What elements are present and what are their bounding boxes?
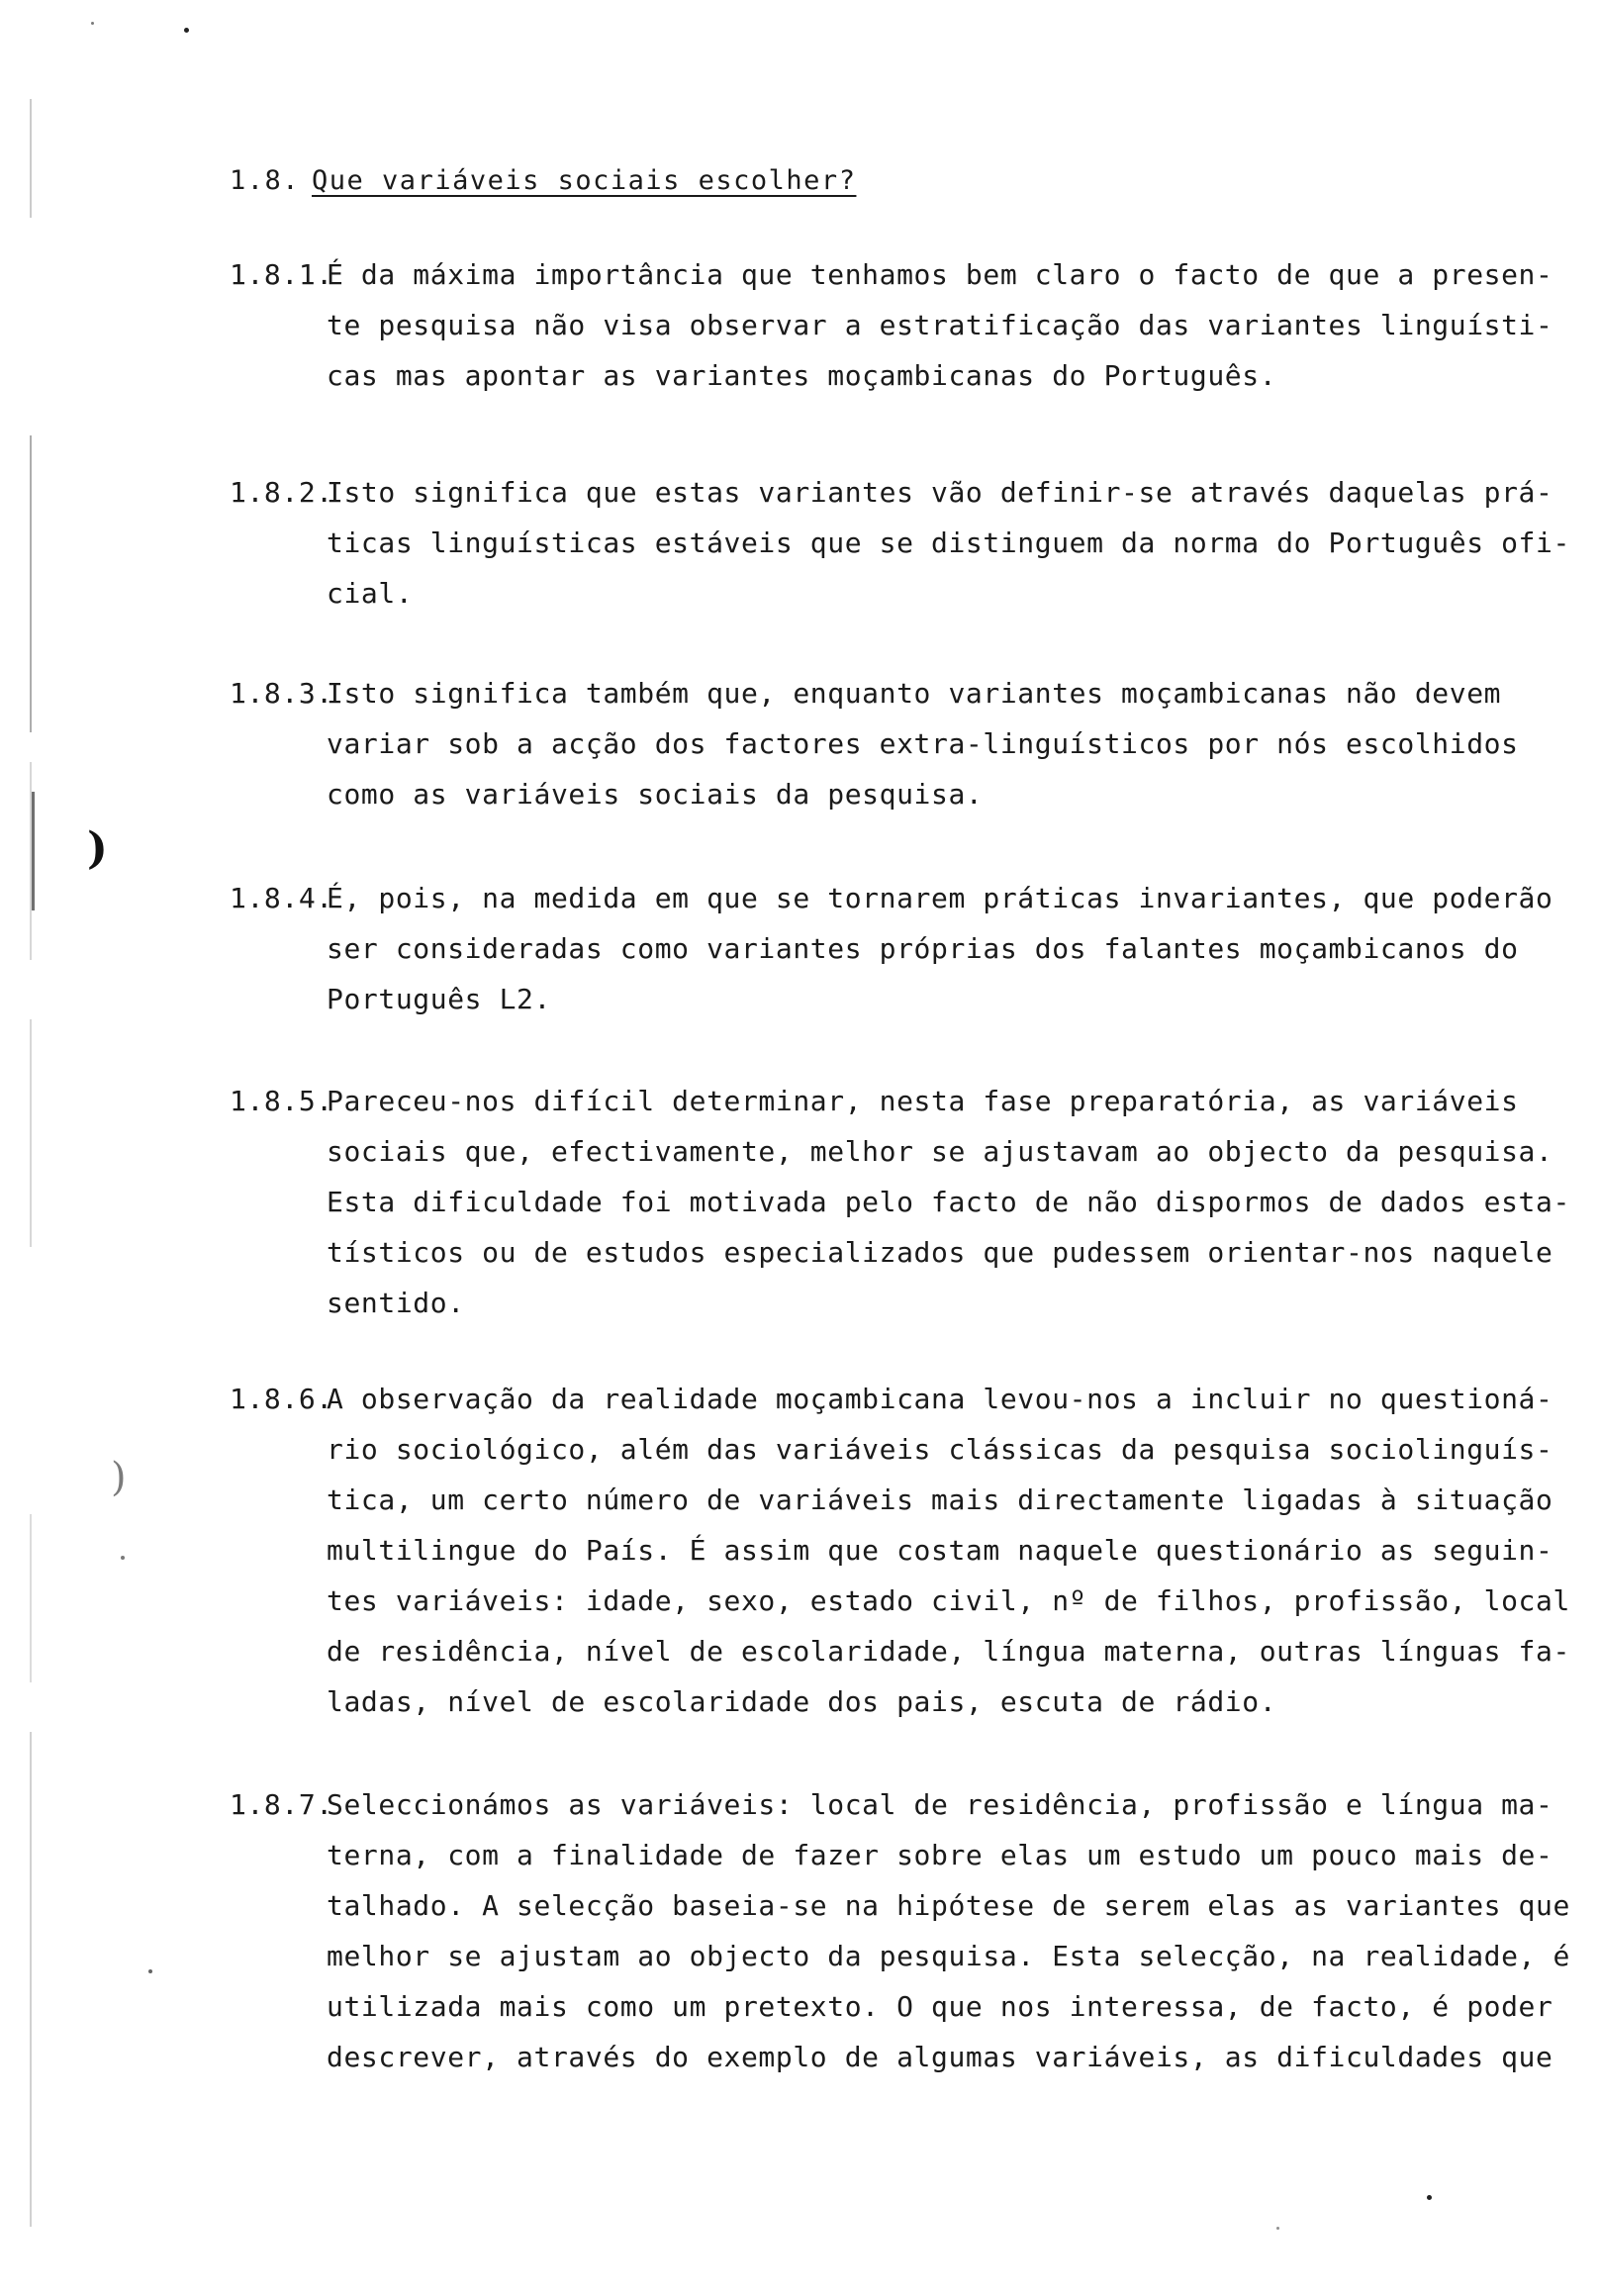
paragraph-line: te pesquisa não visa observar a estratificação das variantes linguísti- [327, 309, 1553, 341]
paragraph-number: 1.8.4. [230, 882, 333, 914]
scan-speck [121, 1556, 125, 1560]
paragraph-body [327, 467, 1573, 619]
paragraph-line: ladas, nível de escolaridade dos pais, escuta de rádio. [327, 1685, 1277, 1718]
scan-speck [1276, 2227, 1279, 2230]
scan-speck [184, 28, 189, 33]
paragraph-number: 1.8.3. [230, 677, 333, 710]
paragraph-line: terna, com a finalidade de fazer sobre elas um estudo um pouco mais de- [327, 1839, 1553, 1871]
paragraph-line: rio sociológico, além das variáveis clássicas da pesquisa sociolinguís- [327, 1433, 1553, 1466]
paragraph-body [327, 249, 1573, 401]
paragraph-number: 1.8.6. [230, 1383, 333, 1415]
scan-speck [91, 22, 94, 25]
paragraph-line: multilingue do País. É assim que costam naquele questionário as seguin- [327, 1534, 1553, 1567]
paragraph-line: como as variáveis sociais da pesquisa. [327, 778, 984, 811]
paragraph-line: Isto significa também que, enquanto variantes moçambicanas não devem [327, 677, 1502, 710]
paragraph-line: utilizada mais como um pretexto. O que nos interessa, de facto, é poder [327, 1990, 1553, 2023]
paragraph-number: 1.8.5. [230, 1085, 333, 1117]
paragraph-line: Isto significa que estas variantes vão definir-se através daquelas prá- [327, 476, 1553, 509]
scan-margin-mark [30, 435, 32, 732]
paragraph-line: cial. [327, 577, 414, 610]
paragraph-line: tísticos ou de estudos especializados que pudessem orientar-nos naquele [327, 1236, 1553, 1269]
heading-text: Que variáveis sociais escolher? [312, 165, 857, 196]
scan-margin-mark [30, 1732, 32, 2227]
paragraph-line: Seleccionámos as variáveis: local de residência, profissão e língua ma- [327, 1788, 1553, 1821]
paragraph-line: Pareceu-nos difícil determinar, nesta fase preparatória, as variáveis [327, 1085, 1519, 1117]
paragraph-line: tica, um certo número de variáveis mais directamente ligadas à situação [327, 1483, 1553, 1516]
scan-bracket-mark: ) [111, 1455, 127, 1500]
paragraph-line: A observação da realidade moçambicana levou-nos a incluir no questioná- [327, 1383, 1553, 1415]
paragraph-line: sentido. [327, 1287, 465, 1319]
paragraph-line: de residência, nível de escolaridade, língua materna, outras línguas fa- [327, 1635, 1570, 1668]
paragraph-body [327, 1374, 1573, 1727]
paragraph-line: talhado. A selecção baseia-se na hipótese de serem elas as variantes que [327, 1889, 1570, 1922]
section-heading [230, 165, 856, 196]
paragraph-body [327, 1779, 1573, 2082]
scan-margin-mark [32, 792, 35, 910]
paragraph-body [327, 668, 1573, 819]
paragraph-number: 1.8.2. [230, 476, 333, 509]
scan-margin-mark [30, 1019, 32, 1247]
paragraph-line: tes variáveis: idade, sexo, estado civil, nº de filhos, profissão, local [327, 1584, 1570, 1617]
scan-speck [1427, 2195, 1432, 2200]
scan-margin-mark [30, 1514, 32, 1682]
paragraph-line: ticas linguísticas estáveis que se distinguem da norma do Português ofi- [327, 526, 1570, 559]
heading-number: 1.8. [230, 165, 301, 196]
paragraph-line: variar sob a acção dos factores extra-linguísticos por nós escolhidos [327, 727, 1519, 760]
scan-bracket-mark: ) [87, 823, 108, 874]
paragraph-number: 1.8.1. [230, 258, 333, 291]
paragraph-line: ser consideradas como variantes próprias dos falantes moçambicanos do [327, 932, 1519, 965]
paragraph-line: Português L2. [327, 983, 551, 1015]
paragraph-line: cas mas apontar as variantes moçambicanas do Português. [327, 359, 1277, 392]
paragraph-line: Esta dificuldade foi motivada pelo facto de não dispormos de dados esta- [327, 1186, 1570, 1218]
paragraph-body [327, 1076, 1573, 1328]
paragraph-line: É da máxima importância que tenhamos bem claro o facto de que a presen- [327, 258, 1553, 291]
scan-speck [148, 1969, 152, 1973]
paragraph-line: É, pois, na medida em que se tornarem práticas invariantes, que poderão [327, 882, 1553, 914]
scan-margin-mark [30, 99, 32, 218]
paragraph-line: descrever, através do exemplo de algumas variáveis, as dificuldades que [327, 2041, 1553, 2073]
paragraph-line: melhor se ajustam ao objecto da pesquisa. Esta selecção, na realidade, é [327, 1940, 1570, 1972]
paragraph-body [327, 873, 1573, 1024]
paragraph-line: sociais que, efectivamente, melhor se ajustavam ao objecto da pesquisa. [327, 1135, 1553, 1168]
paragraph-number: 1.8.7. [230, 1788, 333, 1821]
